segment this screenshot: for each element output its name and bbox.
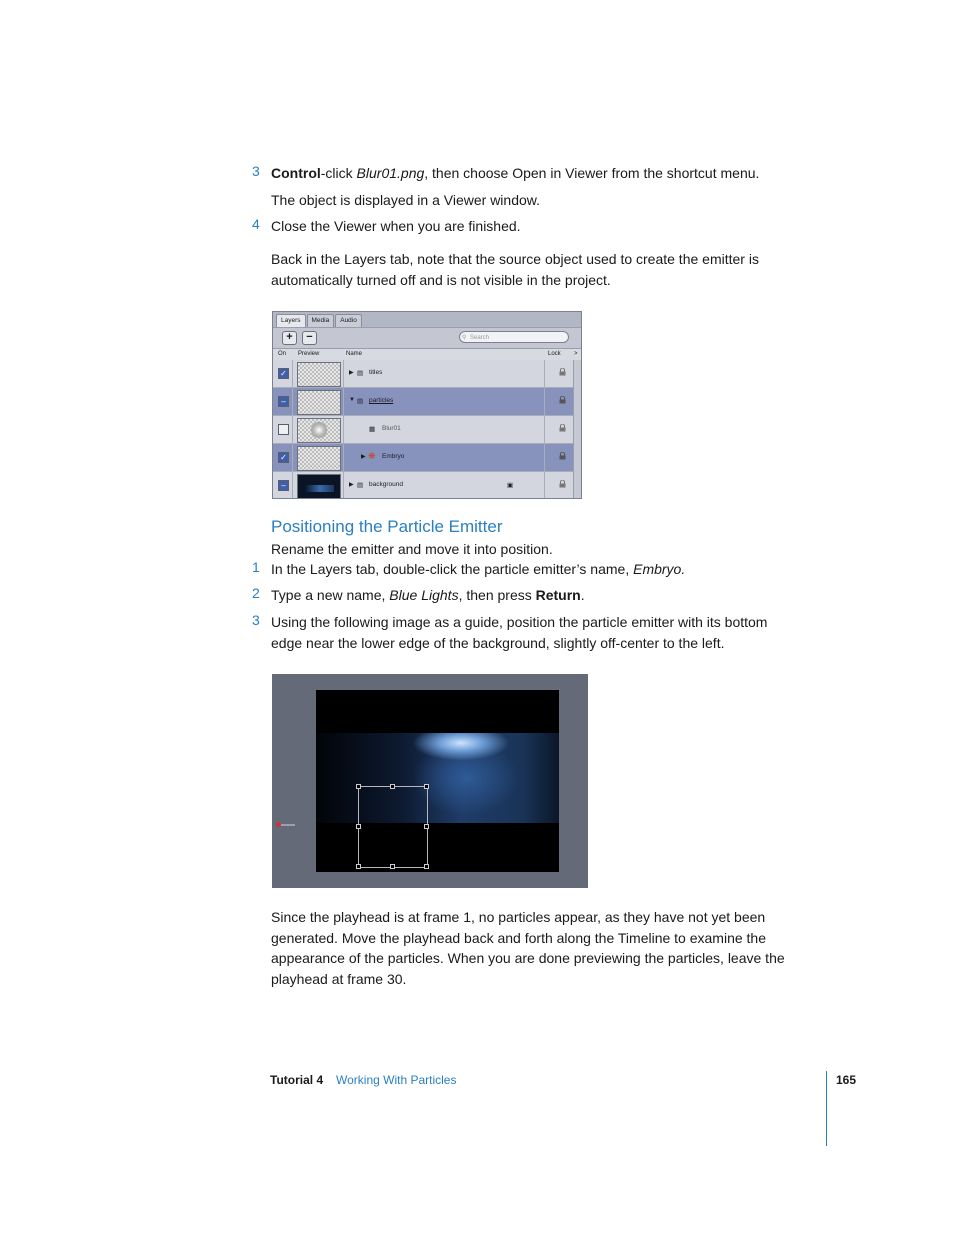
step-text: Close the Viewer when you are finished. [271, 218, 521, 234]
layer-enable-checkbox[interactable]: – [278, 396, 289, 407]
resize-handle[interactable] [356, 864, 361, 869]
emitter-bounding-box[interactable] [358, 786, 428, 868]
step-text-part: . [580, 587, 585, 603]
section-heading: Positioning the Particle Emitter [271, 517, 503, 536]
tab-media[interactable]: Media [307, 314, 335, 327]
layer-thumbnail [297, 390, 341, 415]
resize-handle[interactable] [390, 784, 395, 789]
add-layer-button[interactable]: + [282, 331, 297, 345]
column-divider [292, 360, 293, 499]
col-name[interactable]: Name [346, 351, 363, 357]
lock-icon[interactable] [559, 424, 566, 432]
layer-row-selected[interactable] [273, 388, 573, 416]
key-control: Control [271, 165, 321, 181]
layer-thumbnail [297, 474, 341, 499]
lock-icon[interactable] [559, 368, 566, 376]
step-text-part: , then press [458, 587, 536, 603]
step-text [271, 163, 811, 184]
disclosure-triangle-icon[interactable]: ▶ [361, 454, 366, 460]
result-text: The object is displayed in a Viewer window. [271, 192, 541, 208]
key-return: Return [535, 587, 581, 603]
layer-thumbnail [297, 446, 341, 471]
col-on[interactable]: On [278, 351, 287, 357]
layer-row[interactable] [273, 360, 573, 388]
step-text-part: Type a new name, [271, 587, 390, 603]
mask-icon: ▣ [507, 482, 514, 489]
tab-audio[interactable]: Audio [335, 314, 362, 327]
resize-handle[interactable] [356, 824, 361, 829]
column-divider [544, 360, 545, 499]
vertical-scrollbar[interactable] [573, 360, 582, 499]
footer-title: Working With Particles [336, 1073, 457, 1087]
disclosure-triangle-open-icon[interactable]: ▼ [349, 397, 355, 403]
disclosure-triangle-icon[interactable]: ▶ [349, 482, 354, 488]
layer-enable-checkbox[interactable]: – [278, 480, 289, 491]
layer-enable-checkbox[interactable] [278, 424, 289, 435]
layer-thumbnail [297, 362, 341, 387]
step-number: 2 [252, 585, 260, 601]
lock-icon[interactable] [559, 452, 566, 460]
resize-handle[interactable] [424, 784, 429, 789]
group-icon: ▤ [357, 482, 364, 489]
step-number: 3 [252, 163, 260, 179]
col-more[interactable]: > [574, 351, 578, 357]
layer-thumbnail [297, 418, 341, 443]
layers-tabs [276, 314, 363, 327]
column-divider [343, 360, 344, 499]
search-input[interactable] [459, 331, 569, 343]
search-placeholder: Search [470, 335, 490, 341]
step-number: 3 [252, 612, 260, 628]
col-lock[interactable]: Lock [548, 351, 561, 357]
canvas-frame [316, 690, 559, 872]
lock-icon[interactable] [559, 480, 566, 488]
step-text-part: In the Layers tab, double-click the particle emitter’s name, [271, 561, 634, 577]
playhead-knob[interactable] [276, 822, 281, 827]
layer-name[interactable]: background [369, 481, 403, 488]
layer-name[interactable]: titles [369, 369, 383, 376]
layer-row-selected[interactable] [273, 444, 573, 472]
page-number: 165 [836, 1073, 857, 1087]
step-text: Using the following image as a guide, position the particle emitter with its bottom edge near the lower edge of the background, slightly off-center to the left. [271, 614, 768, 651]
resize-handle[interactable] [390, 864, 395, 869]
col-preview[interactable]: Preview [298, 351, 320, 357]
step-number: 1 [252, 559, 260, 575]
resize-handle[interactable] [424, 824, 429, 829]
layers-panel [272, 311, 582, 499]
layer-row[interactable] [273, 416, 573, 444]
lock-icon[interactable] [559, 396, 566, 404]
layer-row[interactable] [273, 472, 573, 499]
layer-enable-checkbox[interactable]: ✓ [278, 452, 289, 463]
tab-layers[interactable]: Layers [276, 314, 306, 327]
group-icon: ▤ [357, 370, 364, 377]
footer-rule [826, 1071, 827, 1146]
background-image [316, 733, 559, 823]
layer-name-ref: Embryo. [633, 561, 686, 577]
layer-name[interactable]: Embryo [382, 453, 405, 460]
footer-chapter: Tutorial 4 [270, 1073, 324, 1087]
layers-toolbar [273, 327, 581, 348]
step-text [271, 585, 811, 606]
new-name-ref: Blue Lights [389, 587, 459, 603]
closing-paragraph: Since the playhead is at frame 1, no particles appear, as they have not yet been generated. Move the playhead back and forth along the Timeline to examine the appearance of the particles. When you are done previewing the particles, leave the playhead at frame 30. [271, 909, 785, 987]
group-icon: ▤ [357, 398, 364, 405]
resize-handle[interactable] [424, 864, 429, 869]
step-number: 4 [252, 216, 260, 232]
step-text-part: -click [320, 165, 357, 181]
layer-name[interactable]: particles [369, 397, 394, 404]
resize-handle[interactable] [356, 784, 361, 789]
canvas-screenshot [272, 674, 588, 888]
emitter-icon: ❋ [368, 451, 376, 461]
step-text-part: , then choose Open in Viewer from the shortcut menu. [424, 165, 760, 181]
file-name: Blur01.png [356, 165, 425, 181]
section-intro: Rename the emitter and move it into position. [271, 541, 553, 557]
disclosure-triangle-icon[interactable]: ▶ [349, 370, 354, 376]
search-icon: ⚲ [462, 335, 467, 341]
image-icon: ▦ [369, 426, 376, 433]
layer-enable-checkbox[interactable]: ✓ [278, 368, 289, 379]
remove-layer-button[interactable]: − [302, 331, 317, 345]
layer-name[interactable]: Blur01 [382, 425, 401, 432]
step-text [271, 559, 811, 580]
body-paragraph: Back in the Layers tab, note that the source object used to create the emitter is automatically turned off and is not visible in the project. [271, 251, 759, 288]
